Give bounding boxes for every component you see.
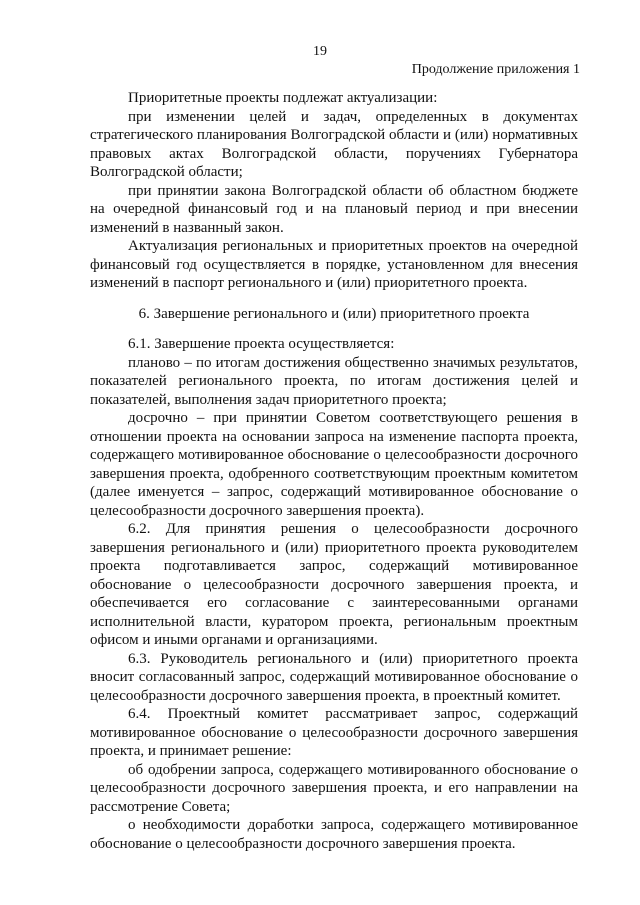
page-number: 19: [313, 44, 327, 59]
paragraph: Актуализация региональных и приоритетных проектов на очередной финансовый год осуществляется в порядке, установленном для внесения изменений в паспорт регионального и (или) приоритетного проекта.: [90, 238, 578, 291]
paragraph: об одобрении запроса, содержащего мотивированного обоснование о целесообразности досрочного завершения проекта, и его направлении на рассмотрение Совета;: [90, 761, 578, 815]
paragraph: 6.3. Руководитель регионального и (или) приоритетного проекта вносит согласованный запрос, содержащий мотивированное обоснование о целесообразности досрочного завершения проекта, в проектный комитет.: [90, 650, 578, 704]
paragraph: 6.1. Завершение проекта осуществляется:: [128, 336, 395, 352]
paragraph: 6.2. Для принятия решения о целесообразности досрочного завершения регионального и (или) приоритетного проекта руководителем проекта подготавливается запрос, содержащий мотивированное обоснование о целесообразности досрочного завершения проекта, и обеспечивается его согласование с заинтересованными органами исполнительной власти, куратором проекта, региональным проектным офисом и иными органами и организациями.: [90, 521, 578, 648]
section-heading: 6. Завершение регионального и (или) приоритетного проекта: [138, 305, 530, 322]
paragraph: при принятии закона Волгоградской области об областном бюджете на очередной финансовый год и на плановый период и при внесении изменений в названный закон.: [90, 182, 578, 236]
paragraph: 6.4. Проектный комитет рассматривает запрос, содержащий мотивированное обоснование о целесообразности досрочного завершения проекта, и принимает решение:: [90, 706, 578, 759]
paragraph: досрочно – при принятии Советом соответствующего решения в отношении проекта на основании запроса на изменение паспорта проекта, содержащего мотивированное обоснование о целесообразности досрочного завершения проекта, одобренного соответствующим проектным комитетом (далее именуется – запрос, содержащий мотивированное обоснование о целесообразности досрочного завершения проекта).: [90, 410, 578, 519]
paragraph: при изменении целей и задач, определенных в документах стратегического планирования Волгоградской области и (или) нормативных правовых актах Волгоградской области, поручениях Губернатора Волгоградской области;: [90, 108, 578, 180]
paragraph: о необходимости доработки запроса, содержащего мотивированное обоснование о целесообразности досрочного завершения проекта.: [90, 817, 578, 852]
paragraph: планово – по итогам достижения общественно значимых результатов, показателей регионального проекта, по итогам достижения целей и показателей, выполнения задач приоритетного проекта;: [90, 354, 578, 408]
appendix-continuation-note: Продолжение приложения 1: [411, 62, 580, 77]
paragraph: Приоритетные проекты подлежат актуализации:: [128, 90, 438, 106]
document-body: [90, 89, 578, 853]
